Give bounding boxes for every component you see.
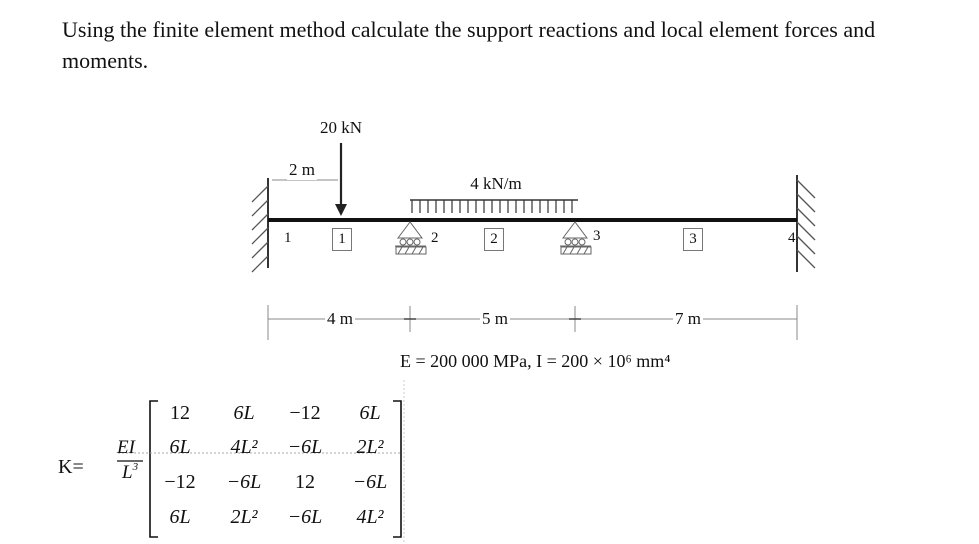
matrix-cell: 2L² [356,436,384,458]
roller-support-node-3 [560,222,591,254]
matrix-cell: −12 [289,402,321,424]
matrix-cell: 2L² [230,506,258,528]
stiffness-label: K= [58,456,84,478]
span-label: 4 m [327,309,353,328]
roller-support-node-2 [395,222,426,254]
node-label: 2 [431,230,439,246]
matrix-cell: −12 [164,471,196,493]
span-label: 7 m [675,309,701,328]
element-label: 1 [332,228,352,251]
node-label: 4 [788,230,796,246]
matrix-cell: 4L² [230,436,258,458]
prefix-denominator [122,462,138,484]
element-label: 3 [683,228,703,251]
node-label: 3 [593,228,601,244]
problem-statement: Using the finite element method calculate the support reactions and local element forces and moments. [62,17,876,73]
matrix-cell: −6L [226,471,262,493]
material-properties: E = 200 000 MPa, I = 200 × 10⁶ mm⁴ [400,351,671,371]
matrix-cell: 6L [169,506,191,528]
matrix-cell: −6L [287,506,323,528]
matrix-cell: −6L [352,471,388,493]
load-offset-label: 2 m [289,160,315,179]
right-wall-hatch [797,180,815,268]
span-label: 5 m [482,309,508,328]
matrix-cell: 4L² [356,506,384,528]
matrix-cell: 6L [169,436,191,458]
node-label: 1 [284,230,292,246]
element-label: 2 [484,228,504,251]
point-load-label: 20 kN [319,118,363,137]
distributed-load-label: 4 kN/m [470,174,522,193]
matrix-cell: −6L [287,436,323,458]
distributed-load [410,200,578,213]
prefix-denominator-base: L [122,462,133,483]
left-wall-hatch [252,186,268,272]
matrix-cell: 12 [295,471,315,493]
prefix-numerator: EI [117,437,135,458]
matrix-cell: 12 [170,402,190,424]
matrix-cell: 6L [233,402,255,424]
matrix-cell: 6L [359,402,381,424]
prefix-denominator-exponent: 3 [132,461,139,473]
